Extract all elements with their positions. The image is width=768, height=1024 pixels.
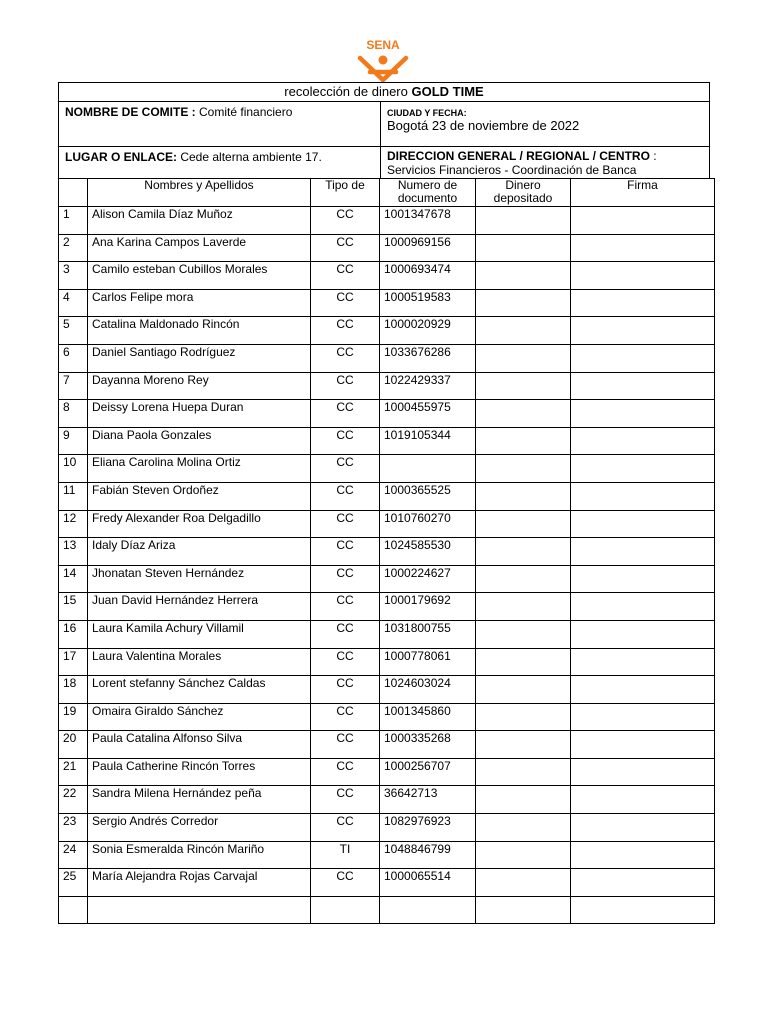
row-firma: [571, 676, 715, 704]
table-row: [59, 676, 715, 704]
row-name: Ana Karina Campos Laverde: [88, 234, 311, 262]
comite-value: Comité financiero: [199, 105, 293, 119]
table-row: [59, 400, 715, 428]
row-documento: 1048846799: [380, 841, 476, 869]
row-name: María Alejandra Rojas Carvajal: [88, 869, 311, 897]
row-dinero: [476, 648, 571, 676]
row-documento: 1000969156: [380, 234, 476, 262]
row-number: 19: [59, 703, 88, 731]
row-documento: 1000778061: [380, 648, 476, 676]
row-dinero: [476, 289, 571, 317]
row-documento: 1024585530: [380, 538, 476, 566]
row-number: 6: [59, 344, 88, 372]
row-firma: [571, 896, 715, 924]
row-dinero: [476, 400, 571, 428]
lugar-cell: [59, 147, 381, 178]
row-name: Sonia Esmeralda Rincón Mariño: [88, 841, 311, 869]
row-firma: [571, 344, 715, 372]
row-name: Carlos Felipe mora: [88, 289, 311, 317]
row-dinero: [476, 703, 571, 731]
document-title: [58, 82, 710, 102]
row-documento: 1000179692: [380, 593, 476, 621]
ciudad-value: Bogotá 23 de noviembre de 2022: [387, 118, 580, 133]
lugar-label: LUGAR O ENLACE:: [65, 150, 177, 164]
row-dinero: [476, 455, 571, 483]
row-dinero: [476, 317, 571, 345]
table-row: [59, 538, 715, 566]
table-row: [59, 289, 715, 317]
row-dinero: [476, 538, 571, 566]
row-firma: [571, 234, 715, 262]
col-doc-header: Numero de documento: [380, 179, 476, 207]
row-dinero: [476, 207, 571, 235]
row-tipo: CC: [311, 593, 380, 621]
row-documento: 1022429337: [380, 372, 476, 400]
row-tipo: CC: [311, 731, 380, 759]
col-num-header: [59, 179, 88, 207]
row-number: [59, 896, 88, 924]
row-firma: [571, 703, 715, 731]
comite-cell: [59, 102, 381, 146]
direccion-cell: [381, 147, 709, 178]
row-documento: 1000020929: [380, 317, 476, 345]
row-number: 5: [59, 317, 88, 345]
row-tipo: CC: [311, 455, 380, 483]
table-row: [59, 317, 715, 345]
row-number: 9: [59, 427, 88, 455]
row-dinero: [476, 593, 571, 621]
direccion-suffix: :: [653, 149, 657, 163]
table-row: [59, 814, 715, 842]
row-dinero: [476, 731, 571, 759]
title-bold: GOLD TIME: [411, 84, 484, 99]
table-row: [59, 731, 715, 759]
row-name: Dayanna Moreno Rey: [88, 372, 311, 400]
row-firma: [571, 289, 715, 317]
row-tipo: CC: [311, 234, 380, 262]
row-firma: [571, 786, 715, 814]
logo-text: SENA: [366, 38, 400, 52]
col-tipo-header: Tipo de: [311, 179, 380, 207]
table-row: [59, 758, 715, 786]
row-documento: 1082976923: [380, 814, 476, 842]
row-number: 3: [59, 262, 88, 290]
row-documento: [380, 896, 476, 924]
comite-row: [58, 101, 710, 147]
row-number: 23: [59, 814, 88, 842]
row-name: Deissy Lorena Huepa Duran: [88, 400, 311, 428]
row-name: Camilo esteban Cubillos Morales: [88, 262, 311, 290]
direccion-label: DIRECCION GENERAL / REGIONAL / CENTRO: [387, 149, 650, 163]
ciudad-cell: [381, 102, 709, 146]
row-tipo: CC: [311, 648, 380, 676]
row-number: 14: [59, 565, 88, 593]
row-tipo: CC: [311, 758, 380, 786]
row-number: 25: [59, 869, 88, 897]
row-number: 16: [59, 620, 88, 648]
table-row: [59, 427, 715, 455]
row-dinero: [476, 344, 571, 372]
table-body: [59, 207, 715, 924]
row-tipo: CC: [311, 869, 380, 897]
row-name: Juan David Hernández Herrera: [88, 593, 311, 621]
row-tipo: CC: [311, 676, 380, 704]
row-number: 8: [59, 400, 88, 428]
row-documento: 1033676286: [380, 344, 476, 372]
row-documento: 36642713: [380, 786, 476, 814]
row-documento: 1000519583: [380, 289, 476, 317]
row-tipo: CC: [311, 482, 380, 510]
row-dinero: [476, 565, 571, 593]
row-dinero: [476, 814, 571, 842]
row-documento: 1000224627: [380, 565, 476, 593]
row-dinero: [476, 427, 571, 455]
row-tipo: CC: [311, 400, 380, 428]
row-tipo: CC: [311, 207, 380, 235]
row-name: Omaira Giraldo Sánchez: [88, 703, 311, 731]
row-dinero: [476, 841, 571, 869]
row-tipo: CC: [311, 814, 380, 842]
row-number: 15: [59, 593, 88, 621]
row-number: 21: [59, 758, 88, 786]
row-name: Lorent stefanny Sánchez Caldas: [88, 676, 311, 704]
row-name: Laura Valentina Morales: [88, 648, 311, 676]
row-dinero: [476, 234, 571, 262]
row-dinero: [476, 896, 571, 924]
row-name: Jhonatan Steven Hernández: [88, 565, 311, 593]
table-row: [59, 372, 715, 400]
table-row: [59, 510, 715, 538]
row-tipo: [311, 896, 380, 924]
row-firma: [571, 869, 715, 897]
table-row: [59, 786, 715, 814]
col-firma-header: Firma: [571, 179, 715, 207]
col-dinero-header: Dinero depositado: [476, 179, 571, 207]
table-row: [59, 207, 715, 235]
row-dinero: [476, 620, 571, 648]
row-number: 4: [59, 289, 88, 317]
row-tipo: CC: [311, 538, 380, 566]
table-row: [59, 648, 715, 676]
row-name: Sergio Andrés Corredor: [88, 814, 311, 842]
table-row: [59, 262, 715, 290]
row-number: 17: [59, 648, 88, 676]
table-row: [59, 620, 715, 648]
row-tipo: CC: [311, 262, 380, 290]
row-dinero: [476, 786, 571, 814]
direccion-value: Servicios Financieros - Coordinación de Banca: [387, 163, 637, 177]
row-documento: 1010760270: [380, 510, 476, 538]
row-tipo: CC: [311, 510, 380, 538]
ciudad-label: CIUDAD Y FECHA:: [387, 108, 467, 118]
row-name: Alison Camila Díaz Muñoz: [88, 207, 311, 235]
table-row: [59, 482, 715, 510]
row-documento: 1024603024: [380, 676, 476, 704]
row-number: 20: [59, 731, 88, 759]
table-row: [59, 703, 715, 731]
row-tipo: CC: [311, 565, 380, 593]
row-firma: [571, 372, 715, 400]
row-number: 11: [59, 482, 88, 510]
row-name: Fredy Alexander Roa Delgadillo: [88, 510, 311, 538]
attendance-table: [58, 178, 715, 924]
title-prefix: recolección de dinero: [284, 84, 408, 99]
row-dinero: [476, 372, 571, 400]
row-tipo: CC: [311, 344, 380, 372]
row-firma: [571, 593, 715, 621]
row-documento: 1031800755: [380, 620, 476, 648]
row-firma: [571, 262, 715, 290]
row-dinero: [476, 869, 571, 897]
row-number: 10: [59, 455, 88, 483]
row-firma: [571, 565, 715, 593]
row-number: 18: [59, 676, 88, 704]
row-firma: [571, 841, 715, 869]
row-number: 2: [59, 234, 88, 262]
row-firma: [571, 731, 715, 759]
sena-logo-icon: [352, 38, 414, 84]
table-header-row: [59, 179, 715, 207]
lugar-row: [58, 146, 710, 179]
row-name: Sandra Milena Hernández peña: [88, 786, 311, 814]
row-tipo: CC: [311, 317, 380, 345]
row-name: Eliana Carolina Molina Ortiz: [88, 455, 311, 483]
table-row: [59, 869, 715, 897]
row-documento: [380, 455, 476, 483]
row-documento: 1019105344: [380, 427, 476, 455]
row-number: 1: [59, 207, 88, 235]
row-firma: [571, 317, 715, 345]
row-name: [88, 896, 311, 924]
row-firma: [571, 648, 715, 676]
row-documento: 1000693474: [380, 262, 476, 290]
row-documento: 1000365525: [380, 482, 476, 510]
row-name: Paula Catalina Alfonso Silva: [88, 731, 311, 759]
row-dinero: [476, 482, 571, 510]
comite-label: NOMBRE DE COMITE :: [65, 105, 196, 119]
row-name: Laura Kamila Achury Villamil: [88, 620, 311, 648]
row-number: 13: [59, 538, 88, 566]
table-row: [59, 896, 715, 924]
row-firma: [571, 814, 715, 842]
table-row: [59, 593, 715, 621]
row-name: Idaly Díaz Ariza: [88, 538, 311, 566]
row-number: 22: [59, 786, 88, 814]
row-tipo: CC: [311, 786, 380, 814]
row-firma: [571, 758, 715, 786]
table-row: [59, 565, 715, 593]
row-firma: [571, 538, 715, 566]
row-name: Daniel Santiago Rodríguez: [88, 344, 311, 372]
row-number: 12: [59, 510, 88, 538]
row-documento: 1000335268: [380, 731, 476, 759]
row-name: Diana Paola Gonzales: [88, 427, 311, 455]
table-row: [59, 344, 715, 372]
row-documento: 1000065514: [380, 869, 476, 897]
row-documento: 1000256707: [380, 758, 476, 786]
row-name: Catalina Maldonado Rincón: [88, 317, 311, 345]
lugar-value: Cede alterna ambiente 17.: [180, 150, 322, 164]
row-tipo: CC: [311, 372, 380, 400]
row-dinero: [476, 510, 571, 538]
row-firma: [571, 620, 715, 648]
sena-logo: [352, 38, 414, 84]
row-dinero: [476, 262, 571, 290]
row-documento: 1001345860: [380, 703, 476, 731]
row-name: Paula Catherine Rincón Torres: [88, 758, 311, 786]
table-row: [59, 234, 715, 262]
row-firma: [571, 510, 715, 538]
row-number: 7: [59, 372, 88, 400]
row-documento: 1001347678: [380, 207, 476, 235]
row-tipo: TI: [311, 841, 380, 869]
col-name-header: Nombres y Apellidos: [88, 179, 311, 207]
row-name: Fabián Steven Ordoñez: [88, 482, 311, 510]
row-tipo: CC: [311, 427, 380, 455]
row-tipo: CC: [311, 620, 380, 648]
row-firma: [571, 427, 715, 455]
row-number: 24: [59, 841, 88, 869]
row-tipo: CC: [311, 289, 380, 317]
table-row: [59, 841, 715, 869]
row-firma: [571, 482, 715, 510]
row-documento: 1000455975: [380, 400, 476, 428]
row-dinero: [476, 758, 571, 786]
table-row: [59, 455, 715, 483]
row-firma: [571, 455, 715, 483]
row-firma: [571, 400, 715, 428]
row-dinero: [476, 676, 571, 704]
row-firma: [571, 207, 715, 235]
row-tipo: CC: [311, 703, 380, 731]
